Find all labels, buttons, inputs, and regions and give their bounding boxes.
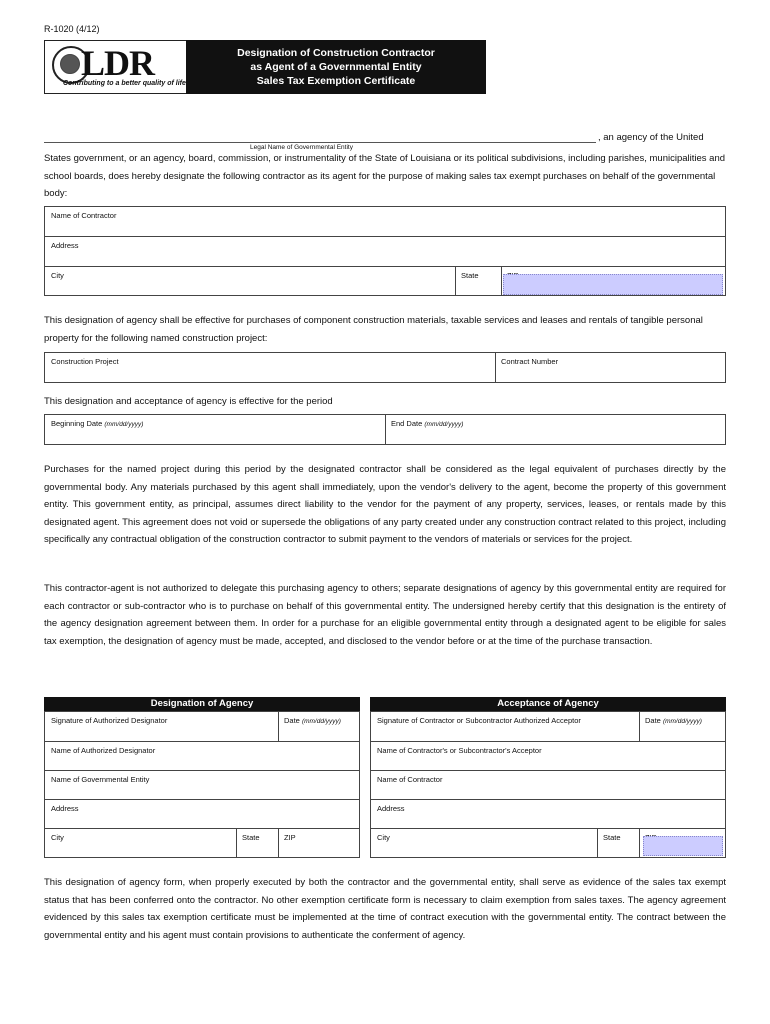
acceptor-state-label: State (603, 833, 621, 842)
acceptor-city-field[interactable] (371, 829, 597, 857)
contract-number-field[interactable] (495, 353, 725, 382)
contractor-address-label: Address (51, 241, 79, 250)
designator-date-format: (mm/dd/yyyy) (301, 718, 341, 725)
acceptor-state-field[interactable] (597, 829, 639, 857)
acceptance-contractor-name-field[interactable] (371, 771, 725, 799)
title-line-2: as Agent of a Governmental Entity (250, 61, 422, 73)
intro-paragraph: States government, or an agency, board, commission, or instrumentality of the State of Louisiana or its political subdivisions, including parishes, municipalities and school boards, does hereby designate the following contractor as its agent for the purpose of making sales tax exempt purchases on behalf of the governmental body: (44, 153, 726, 199)
contract-number-label: Contract Number (501, 357, 559, 366)
acceptor-name-field[interactable] (371, 742, 725, 770)
final-paragraph: This designation of agency form, when properly executed by both the contractor and the governmental entity, shall serve as evidence of the sales tax exempt status that has been conferred onto the contractor. No other exemption certificate form is necessary to claim exemption from sales taxes. The agency agreement evidenced by this sales tax exemption certificate must be implemented at the time of contract execution with the governmental entity. The contract between the governmental entity and his agent must contain provisions to authenticate the conferment of agency. (44, 877, 726, 941)
title-line-1: Designation of Construction Contractor (237, 47, 435, 59)
construction-project-label: Construction Project (51, 357, 119, 366)
designator-zip-label: ZIP (284, 833, 296, 842)
end-date-format: (mm/dd/yyyy) (424, 421, 464, 428)
construction-project-field[interactable] (45, 353, 495, 382)
designator-signature-field[interactable] (45, 712, 278, 741)
project-box (44, 352, 726, 383)
period-intro-paragraph: This designation and acceptance of agency is effective for the period (44, 396, 333, 407)
designator-address-field[interactable] (45, 800, 359, 828)
acceptor-signature-field[interactable] (371, 712, 639, 741)
acceptor-zip-input[interactable] (643, 836, 723, 856)
designation-heading: Designation of Agency (44, 697, 360, 711)
end-date-label: End Date (391, 419, 423, 428)
acceptance-heading: Acceptance of Agency (370, 697, 726, 711)
ldr-logo (44, 40, 188, 94)
contractor-name-field[interactable] (45, 207, 725, 236)
acceptor-date-label: Date (645, 716, 661, 725)
agency-tail-text: , an agency of the United (598, 132, 704, 143)
contractor-state-label: State (461, 271, 479, 280)
contractor-address-field[interactable] (45, 237, 725, 266)
designator-name-label: Name of Authorized Designator (51, 746, 156, 755)
designator-state-field[interactable] (236, 829, 278, 857)
acceptor-signature-label: Signature of Contractor or Subcontractor Authorized Acceptor (377, 716, 581, 725)
acceptor-address-label: Address (377, 804, 405, 813)
project-intro-paragraph: This designation of agency shall be effective for purchases of component construction materials, taxable services and leases and rentals of tangible personal property for the following named construction project: (44, 315, 703, 344)
contractor-city-field[interactable] (45, 267, 455, 296)
acceptor-address-field[interactable] (371, 800, 725, 828)
designator-city-label: City (51, 833, 64, 842)
designator-address-label: Address (51, 804, 79, 813)
acceptor-date-field[interactable] (639, 712, 725, 741)
acceptance-box (370, 711, 726, 858)
logo-text: LDR (81, 43, 155, 83)
form-title (186, 40, 486, 94)
acceptance-contractor-name-label: Name of Contractor (377, 775, 443, 784)
governmental-entity-label: Name of Governmental Entity (51, 775, 150, 784)
contractor-name-label: Name of Contractor (51, 211, 117, 220)
designator-date-label: Date (284, 716, 300, 725)
acceptor-date-format: (mm/dd/yyyy) (662, 718, 702, 725)
legal-name-field[interactable] (44, 142, 596, 143)
beginning-date-field[interactable] (45, 415, 385, 444)
title-line-3: Sales Tax Exemption Certificate (256, 75, 416, 87)
period-box (44, 414, 726, 445)
end-date-field[interactable] (385, 415, 725, 444)
designator-name-field[interactable] (45, 742, 359, 770)
form-number: R-1020 (4/12) (44, 24, 100, 34)
designator-zip-field[interactable] (278, 829, 359, 857)
designator-state-label: State (242, 833, 260, 842)
designation-box (44, 711, 360, 858)
contractor-state-field[interactable] (455, 267, 501, 296)
logo-tagline: Contributing to a better quality of life (63, 80, 186, 87)
governmental-entity-field[interactable] (45, 771, 359, 799)
contractor-box (44, 206, 726, 296)
acceptor-city-label: City (377, 833, 390, 842)
acceptor-name-label: Name of Contractor's or Subcontractor's Acceptor (377, 746, 542, 755)
designator-city-field[interactable] (45, 829, 236, 857)
purchases-paragraph: Purchases for the named project during this period by the designated contractor shall be considered as the legal equivalent of purchases directly by the governmental body. Any materials purchased by this agent shall immediately, upon the vendor's delivery to the agent, become the property of this government entity. This government entity, as principal, assumes direct liability to the vendor for the payment of any property, services, leases, or rentals made by this designated agent. This agreement does not void or supersede the obligations of any party created under any construction contract related to this project, including specifically any contractual obligation of the construction contractor to submit payment to the vendors of materials or services for the project. (44, 464, 726, 545)
contractor-city-label: City (51, 271, 64, 280)
designator-signature-label: Signature of Authorized Designator (51, 716, 168, 725)
contractor-zip-input[interactable] (503, 274, 723, 295)
beginning-date-format: (mm/dd/yyyy) (104, 421, 144, 428)
beginning-date-label: Beginning Date (51, 419, 103, 428)
designator-date-field[interactable] (278, 712, 359, 741)
delegate-paragraph: This contractor-agent is not authorized to delegate this purchasing agency to others; separate designations of agency by this governmental entity are required for each contractor or sub-contractor who is to purchase on behalf of this governmental entity. The undersigned hereby certify that this designation is the entirety of the agency designation agreement between them. In order for a purchase for an eligible governmental entity through a designated agent to be eligible for sales tax exemption, the designation of agency must be made, accepted, and disclosed to the vendor before or at the time of the purchase transaction. (44, 583, 726, 647)
legal-name-label: Legal Name of Governmental Entity (250, 144, 353, 151)
